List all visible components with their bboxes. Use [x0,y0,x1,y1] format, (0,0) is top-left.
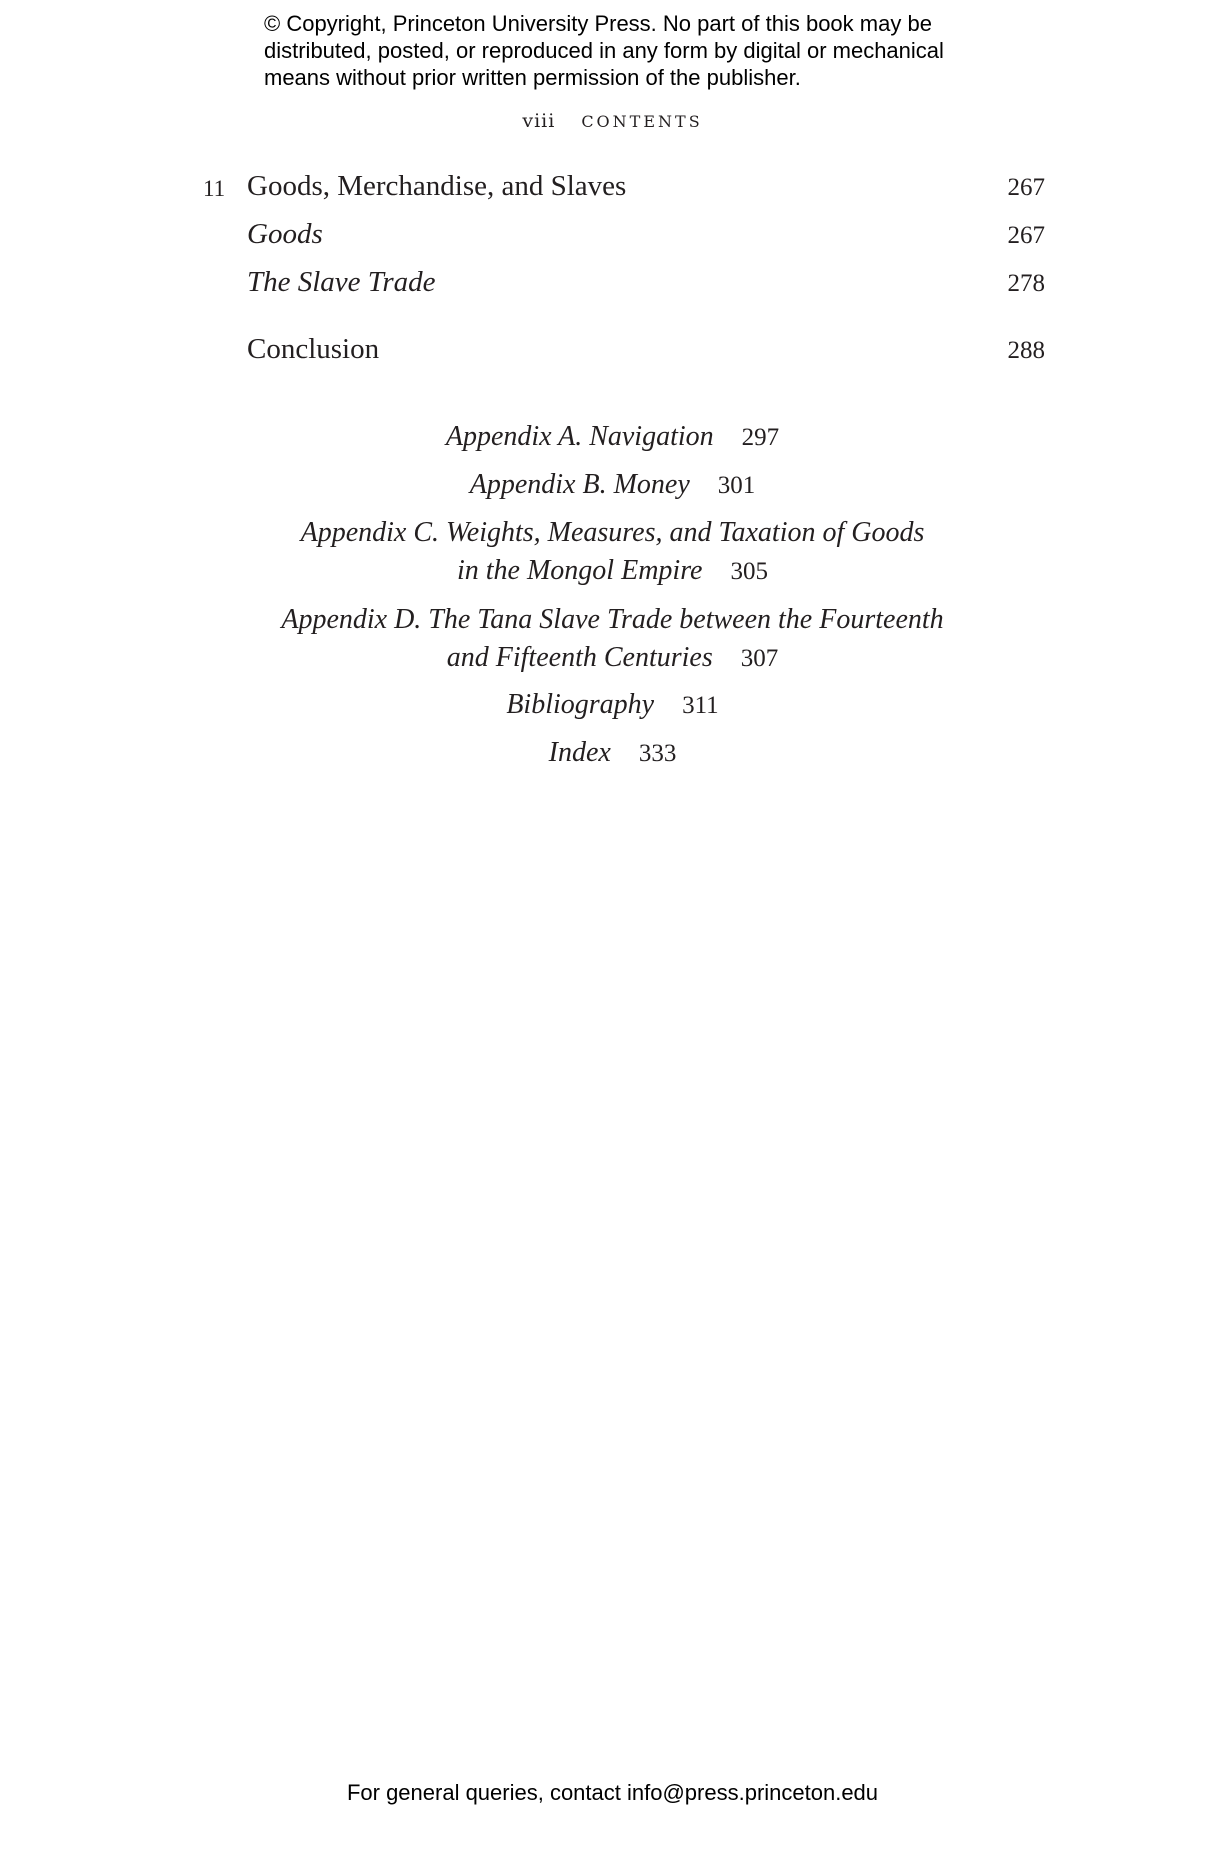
appendix-d-line-2 [0,639,1225,678]
conclusion-title: Conclusion [247,333,380,365]
appendix-d-title-line-1: Appendix D. The Tana Slave Trade between the Fourteenth [281,604,944,635]
footer-contact: For general queries, contact info@press.princeton.edu [346,1780,879,1805]
appendix-c-line-1 [0,514,1225,552]
index-page: 333 [638,740,677,767]
toc-entry-slave-trade [0,266,1225,306]
bibliography-page: 311 [682,692,719,719]
toc-entry-appendix-a [0,418,1225,457]
toc-entry-conclusion [0,333,1225,373]
appendix-a-page: 297 [741,424,780,451]
appendix-b-page: 301 [717,472,756,499]
bibliography-title: Bibliography [506,689,655,720]
chapter-title: Goods, Merchandise, and Slaves [247,170,627,202]
copyright-notice: © Copyright, Princeton University Press. No part of this book may be distributed, posted, or reproduced in any form by digital or mechanical means without prior written permission of the publisher. [264,11,944,90]
index-title: Index [548,737,611,768]
appendix-c-title-line-1: Appendix C. Weights, Measures, and Taxation of Goods [300,517,925,548]
appendix-b-title: Appendix B. Money [469,469,690,500]
section-page: 267 [1007,222,1045,249]
running-head-section: CONTENTS [581,112,703,131]
chapter-number: 11 [203,176,226,201]
running-head [0,110,1225,132]
appendix-c-title-line-2: in the Mongol Empire [457,555,703,586]
toc-entry-chapter-11 [0,170,1225,210]
chapter-page: 267 [1007,174,1045,201]
appendix-c-page: 305 [730,558,768,585]
section-title: Goods [247,218,323,250]
toc-entry-appendix-c [0,514,1225,591]
toc-entry-appendix-d [0,601,1225,678]
appendix-d-page: 307 [740,645,779,672]
appendix-d-title-line-2: and Fifteenth Centuries [446,642,713,673]
conclusion-page: 288 [1007,337,1045,364]
appendix-c-line-2 [0,552,1225,591]
toc-entry-index [0,734,1225,773]
appendix-a-title: Appendix A. Navigation [445,421,714,452]
toc-entry-appendix-b [0,466,1225,505]
section-title: The Slave Trade [247,266,436,298]
page-folio: viii [522,110,556,132]
section-page: 278 [1007,270,1045,297]
toc-entry-goods [0,218,1225,258]
toc-entry-bibliography [0,686,1225,725]
appendix-d-line-1 [0,601,1225,639]
